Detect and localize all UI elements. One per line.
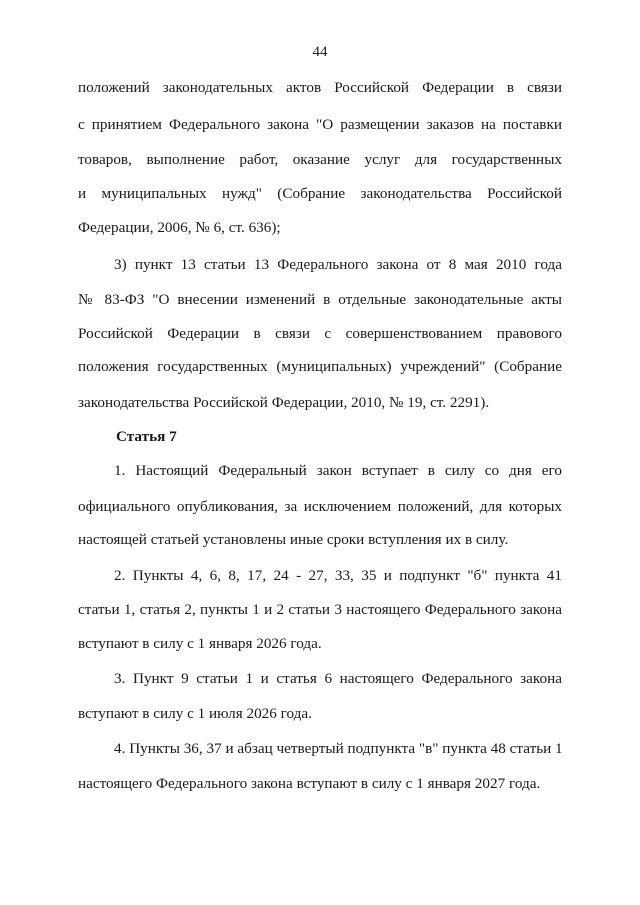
text-line: Российской Федерации в связи с совершенствованием правового [78, 325, 562, 342]
text-line: товаров, выполнение работ, оказание услуг для государственных [78, 151, 562, 168]
article-heading: Статья 7 [116, 428, 177, 445]
text-line: 1. Настоящий Федеральный закон вступает в силу со дня его [114, 462, 562, 479]
text-line: положений законодательных актов Российской Федерации в связи [78, 79, 562, 96]
text-line: 3. Пункт 9 статьи 1 и статья 6 настоящего Федерального закона [114, 670, 562, 687]
text-line: статьи 1, статья 2, пункты 1 и 2 статьи 3 настоящего Федерального закона [78, 601, 562, 618]
text-line: № 83-ФЗ "О внесении изменений в отдельные законодательные акты [78, 291, 562, 308]
text-line: настоящей статьей установлены иные сроки вступления их в силу. [78, 531, 509, 548]
text-line: вступают в силу с 1 января 2026 года. [78, 635, 322, 652]
text-line: положения государственных (муниципальных) учреждений" (Собрание [78, 358, 562, 375]
text-line: с принятием Федерального закона "О размещении заказов на поставки [78, 116, 562, 133]
text-line: и муниципальных нужд" (Собрание законодательства Российской [78, 185, 562, 202]
text-line: Федерации, 2006, № 6, ст. 636); [78, 219, 281, 236]
text-line: законодательства Российской Федерации, 2010, № 19, ст. 2291). [78, 394, 490, 411]
text-line: 3) пункт 13 статьи 13 Федерального закона от 8 мая 2010 года [114, 256, 562, 273]
text-line: настоящего Федерального закона вступают в силу с 1 января 2027 года. [78, 775, 541, 792]
text-line: 2. Пункты 4, 6, 8, 17, 24 - 27, 33, 35 и подпункт "б" пункта 41 [114, 567, 562, 584]
text-line: вступают в силу с 1 июля 2026 года. [78, 705, 312, 722]
page-number: 44 [312, 44, 328, 60]
text-line: 4. Пункты 36, 37 и абзац четвертый подпункта "в" пункта 48 статьи 1 [114, 740, 563, 757]
text-line: официального опубликования, за исключением положений, для которых [78, 498, 562, 515]
